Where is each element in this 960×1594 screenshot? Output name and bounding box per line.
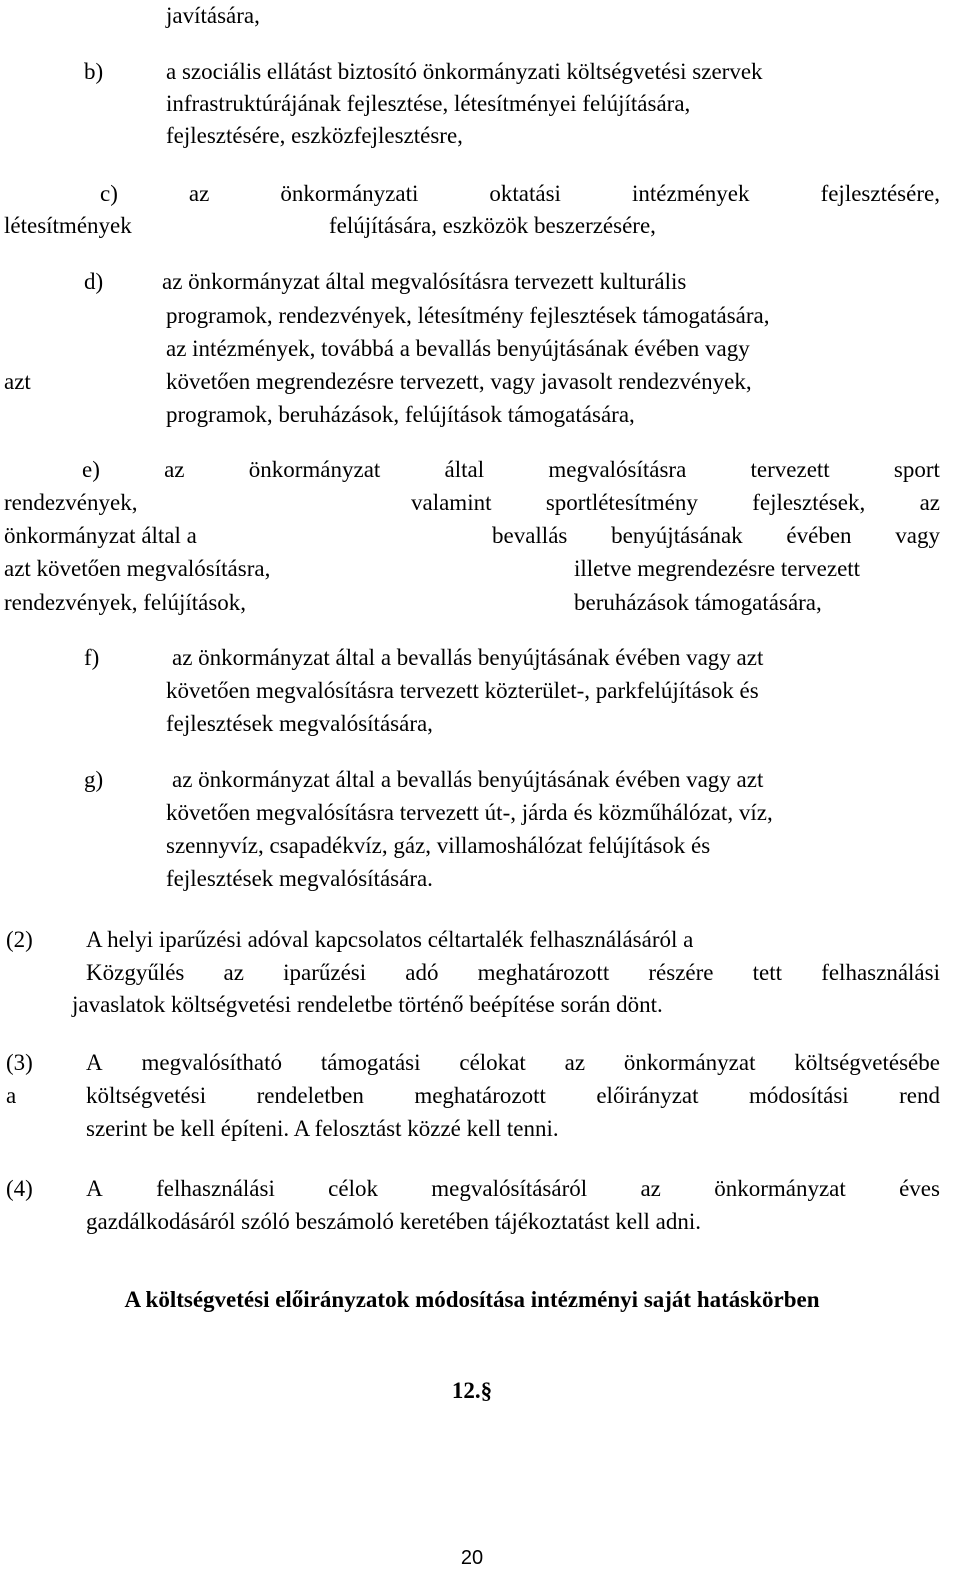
para-4-line xyxy=(6,1175,940,1203)
item-e-marker: e) xyxy=(82,457,100,482)
word: tervezett xyxy=(750,457,830,482)
item-e-line: önkormányzat által a xyxy=(4,523,197,548)
item-b-marker: b) xyxy=(84,59,104,84)
word: az xyxy=(223,960,244,985)
word: költségvetési xyxy=(86,1083,207,1108)
word: éves xyxy=(899,1176,940,1201)
item-d-line: programok, rendezvények, létesítmény fejlesztések támogatására, xyxy=(166,303,770,328)
item-d-line: programok, beruházások, felújítások támogatására, xyxy=(166,402,635,427)
item-f-line: követően megvalósításra tervezett közterület-, parkfelújítások és xyxy=(166,678,759,703)
item-c-line xyxy=(100,180,940,208)
item-g-line: fejlesztések megvalósítására. xyxy=(166,866,433,891)
word: célokat xyxy=(459,1050,526,1075)
item-c-line: létesítmények xyxy=(4,213,132,238)
item-f-marker: f) xyxy=(84,645,100,670)
word: A xyxy=(86,1176,103,1201)
word: az xyxy=(640,1176,661,1201)
page-number: 20 xyxy=(460,1547,484,1569)
item-d-line: az intézmények, továbbá a bevallás benyújtásának évében vagy xyxy=(166,336,750,361)
word: fejlesztésére, xyxy=(820,181,940,206)
word: megvalósításra xyxy=(548,457,687,482)
item-g-line: követően megvalósításra tervezett út-, járda és közműhálózat, víz, xyxy=(166,800,773,825)
item-b-line: a szociális ellátást biztosító önkormányzati költségvetési szervek xyxy=(166,59,763,84)
word: az xyxy=(164,457,185,482)
word: részére xyxy=(648,960,714,985)
word: önkormányzati xyxy=(280,181,419,206)
word: meghatározott xyxy=(477,960,610,985)
word: tett xyxy=(752,960,783,985)
word: vagy xyxy=(895,523,940,548)
word: módosítási xyxy=(748,1083,849,1108)
para-2-line: A helyi iparűzési adóval kapcsolatos céltartalék felhasználásáról a xyxy=(86,927,694,952)
word: iparűzési xyxy=(283,960,367,985)
para-3-marker-2: a xyxy=(6,1083,17,1108)
word: előirányzat xyxy=(596,1083,699,1108)
word: valamint xyxy=(411,490,492,515)
item-c-marker: c) xyxy=(100,181,118,206)
item-e-line: azt követően megvalósításra, xyxy=(4,556,271,581)
item-f-line: fejlesztések megvalósítására, xyxy=(166,711,433,736)
section-heading: A költségvetési előirányzatok módosítása intézményi saját hatáskörben xyxy=(124,1287,820,1312)
para-3-line xyxy=(86,1082,940,1110)
word: az xyxy=(188,181,210,206)
word: adó xyxy=(405,960,439,985)
item-e-line: illetve megrendezésre tervezett xyxy=(574,556,861,581)
word: önkormányzat xyxy=(248,457,381,482)
word: költségvetésébe xyxy=(794,1050,940,1075)
word: felhasználási xyxy=(821,960,940,985)
para-4-marker: (4) xyxy=(6,1176,33,1201)
word: sport xyxy=(893,457,940,482)
para-2-marker: (2) xyxy=(6,927,33,952)
item-d-marker: d) xyxy=(84,269,104,294)
word: támogatási xyxy=(320,1050,421,1075)
word: rendeletben xyxy=(256,1083,364,1108)
item-e-line xyxy=(492,522,940,550)
para-4-line: gazdálkodásáról szóló beszámoló keretében tájékoztatást kell adni. xyxy=(86,1209,702,1234)
word: megvalósításáról xyxy=(431,1176,588,1201)
item-e-line: rendezvények, felújítások, xyxy=(4,590,247,615)
word: meghatározott xyxy=(414,1083,546,1108)
item-b-line: infrastruktúrájának fejlesztése, létesítményei felújítására, xyxy=(166,91,691,116)
word: felhasználási xyxy=(156,1176,275,1201)
word: Közgyűlés xyxy=(86,960,185,985)
word: sportlétesítmény xyxy=(545,490,698,515)
item-b-line: fejlesztésére, eszközfejlesztésre, xyxy=(166,123,463,148)
word: célok xyxy=(328,1176,378,1201)
item-g-line: szennyvíz, csapadékvíz, gáz, villamoshálózat felújítások és xyxy=(166,833,711,858)
item-c-line: felújítására, eszközök beszerzésére, xyxy=(329,213,656,238)
para-2-line xyxy=(86,959,940,987)
word: intézmények xyxy=(632,181,750,206)
word: rend xyxy=(899,1083,940,1108)
word: által xyxy=(444,457,485,482)
word: önkormányzat xyxy=(623,1050,756,1075)
item-g-marker: g) xyxy=(84,767,104,792)
item-d-line: az önkormányzat által megvalósításra tervezett kulturális xyxy=(162,269,687,294)
item-e-line xyxy=(82,456,940,484)
word: önkormányzat xyxy=(714,1176,846,1201)
item-g-line: az önkormányzat által a bevallás benyújtásának évében vagy azt xyxy=(172,767,764,792)
item-e-line xyxy=(411,489,940,517)
word: fejlesztések, xyxy=(752,490,866,515)
word: bevallás xyxy=(492,523,568,548)
word: megvalósítható xyxy=(141,1050,283,1075)
word: A xyxy=(86,1050,103,1075)
item-e-line: rendezvények, xyxy=(4,490,138,515)
para-2-line: javaslatok költségvetési rendeletbe történő beépítése során dönt. xyxy=(72,992,663,1017)
item-f-line: az önkormányzat által a bevallás benyújtásának évében vagy azt xyxy=(172,645,764,670)
word: az xyxy=(564,1050,586,1075)
word: benyújtásának xyxy=(611,523,743,548)
word: oktatási xyxy=(489,181,561,206)
item-a-tail: javítására, xyxy=(166,3,260,28)
para-3-line xyxy=(86,1049,940,1077)
item-d-line: követően megrendezésre tervezett, vagy javasolt rendezvények, xyxy=(166,369,752,394)
item-e-line: beruházások támogatására, xyxy=(574,590,822,615)
word: évében xyxy=(786,523,852,548)
word: az xyxy=(919,490,940,515)
para-3-marker: (3) xyxy=(6,1050,33,1075)
section-number: 12.§ xyxy=(451,1378,493,1403)
item-d-side-word: azt xyxy=(4,369,31,394)
para-3-line: szerint be kell építeni. A felosztást közzé kell tenni. xyxy=(86,1116,559,1141)
